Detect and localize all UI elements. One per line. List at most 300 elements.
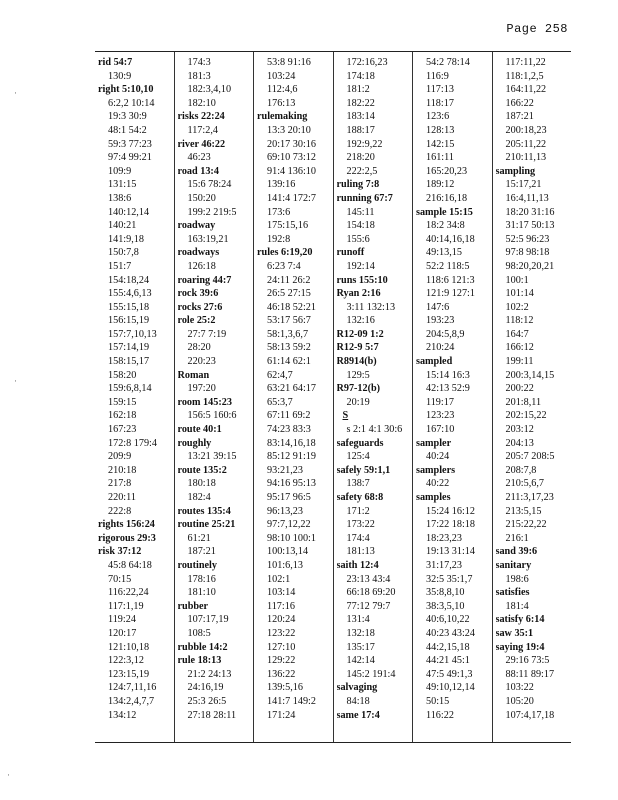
page-reference: 97:4 99:21 [108, 152, 152, 164]
page-reference: 23:13 43:4 [346, 573, 391, 585]
page-reference: 150:20 [187, 192, 216, 204]
page-reference: 101:6,13 [267, 559, 303, 571]
page-reference: 103:22 [505, 682, 534, 694]
index-term: R12-9 5:7 [336, 342, 379, 354]
page-reference: 164:11,22 [505, 84, 547, 96]
page-reference: 21:2 24:13 [187, 668, 232, 680]
page-reference: 122:3,12 [108, 655, 144, 667]
index-term: risk 37:12 [98, 546, 142, 558]
page-reference: 77:12 79:7 [346, 600, 391, 612]
page-reference: 18:23,23 [426, 532, 462, 544]
page-reference: 141:4 172:7 [267, 192, 316, 204]
index-term: samples [416, 492, 451, 503]
page-reference: 154:18 [346, 220, 375, 232]
index-term: routine 25:21 [177, 519, 236, 531]
page-reference: 159:15 [108, 396, 137, 408]
page-reference: 156:15,19 [108, 315, 150, 327]
page-reference: 62:4,7 [267, 369, 293, 381]
page-reference: 187:21 [187, 546, 216, 558]
page-reference: 192:9,22 [346, 138, 383, 150]
index-term: route 135:2 [177, 464, 227, 476]
page-reference: 52:2 118:5 [426, 260, 470, 272]
page-reference: 142:14 [346, 655, 375, 667]
page-reference: 156:5 160:6 [187, 410, 237, 422]
index-term: risks 22:24 [177, 111, 225, 123]
index-term: sampler [416, 437, 452, 449]
page-reference: 40:14,16,18 [426, 233, 475, 245]
page-reference: 202:15,22 [505, 410, 547, 422]
page-reference: 181:4 [505, 600, 529, 612]
page-reference: 15:6 78:24 [187, 179, 232, 191]
page-reference: 31:17,23 [426, 559, 462, 571]
page-reference: 209:9 [108, 451, 132, 463]
page-reference: 128:13 [426, 124, 455, 136]
letter-heading: S [342, 410, 349, 422]
page-reference: 127:10 [267, 641, 296, 653]
page-reference: 159:6,8,14 [108, 383, 152, 395]
page-number: Page 258 [506, 22, 568, 36]
page-reference: 117:16 [267, 600, 295, 612]
page-reference: 91:4 136:10 [267, 165, 316, 177]
index-term: R8914(b) [336, 356, 377, 368]
index-term: roadway [177, 220, 216, 232]
page-reference: 199:2 219:5 [187, 206, 237, 218]
index-term: safeguards [336, 437, 384, 449]
page-reference: 17:22 18:18 [426, 519, 475, 531]
page-reference: 167:10 [426, 424, 455, 436]
page-reference: 178:16 [187, 573, 216, 585]
page-reference: 220:23 [187, 356, 216, 368]
page-reference: 213:5,15 [505, 505, 542, 517]
page-reference: 200:3,14,15 [505, 369, 555, 381]
index-term: running 67:7 [336, 192, 393, 204]
index-term: river 46:22 [177, 138, 226, 150]
page-reference: 27:18 28:11 [187, 709, 237, 721]
page-reference: 132:16 [346, 315, 375, 327]
page-reference: 155:15,18 [108, 301, 150, 313]
page-reference: 166:12 [505, 342, 534, 354]
page-reference: 3:11 132:13 [346, 301, 396, 313]
page-reference: 85:12 91:19 [267, 451, 316, 463]
page-reference: 181:3 [187, 70, 211, 82]
page-reference: 155:6 [346, 233, 370, 245]
page-reference: 101:14 [505, 288, 534, 300]
page-reference: 145:11 [346, 206, 375, 218]
page-reference: 20:17 30:16 [267, 138, 316, 150]
page-reference: 42:13 52:9 [426, 383, 470, 395]
index-term: sampled [416, 356, 453, 368]
page-reference: 192:8 [267, 233, 291, 245]
index-term: right 5:10,10 [98, 84, 154, 96]
page-reference: 63:21 64:17 [267, 383, 316, 395]
page-reference: 31:17 50:13 [505, 220, 555, 232]
page-reference: 116:9 [426, 70, 449, 82]
page-reference: 18:20 31:16 [505, 206, 555, 218]
index-term: sanitary [495, 559, 532, 571]
page-reference: 181:10 [187, 587, 216, 599]
page-reference: 98:20,20,21 [505, 260, 555, 272]
page-reference: 222:8 [108, 505, 132, 517]
page-reference: 103:14 [267, 587, 296, 599]
page-reference: 155:4,6,13 [108, 288, 152, 300]
index-term: rocks 27:6 [177, 301, 223, 313]
page-reference: 220:11 [108, 492, 136, 503]
page-reference: 117:1,19 [108, 600, 144, 612]
page-reference: 123:15,19 [108, 668, 150, 680]
index-term: roadways [177, 247, 220, 259]
page-reference: 174:3 [187, 57, 211, 68]
page-reference: 205:7 208:5 [505, 451, 555, 463]
page-reference: 15:14 16:3 [426, 369, 470, 381]
page-reference: 69:10 73:12 [267, 152, 316, 164]
index-column [95, 52, 175, 742]
page-reference: 217:8 [108, 478, 132, 490]
page-reference: 199:11 [505, 356, 534, 368]
page-reference: 174:4 [346, 532, 370, 544]
page-reference: 121:10,18 [108, 641, 150, 653]
page-reference: 102:1 [267, 573, 291, 585]
page-reference: 211:3,17,23 [505, 492, 554, 503]
page-reference: 26:5 27:15 [267, 288, 311, 300]
page-reference: 52:5 96:23 [505, 233, 550, 245]
index-term: sample 15:15 [416, 206, 473, 218]
page-reference: 83:14,16,18 [267, 437, 316, 449]
page-reference: 25:3 26:5 [187, 695, 227, 707]
page-reference: 98:10 100:1 [267, 532, 316, 544]
page-reference: 118:12 [505, 315, 534, 327]
page-reference: 45:8 64:18 [108, 559, 152, 571]
page-reference: 28:20 [187, 342, 211, 354]
page-reference: 183:14 [346, 111, 375, 123]
page-reference: 118:6 121:3 [426, 274, 475, 286]
page-reference: 40:24 [426, 451, 450, 463]
page-reference: 204:5,8,9 [426, 328, 465, 340]
page-reference: 58:13 59:2 [267, 342, 311, 354]
page-reference: 119:24 [108, 614, 136, 626]
margin-mark: · [14, 376, 17, 386]
page-reference: 141:7 149:2 [267, 695, 316, 707]
page-reference: 172:16,23 [346, 57, 388, 68]
page-reference: 112:4,6 [267, 84, 298, 96]
page-reference: 6:2,2 10:14 [108, 97, 155, 109]
page-reference: 201:8,11 [505, 396, 542, 408]
page-reference: 129:5 [346, 369, 370, 381]
page-reference: 24:16,19 [187, 682, 224, 694]
index-term: rule 18:13 [177, 655, 222, 667]
page-reference: 140:12,14 [108, 206, 150, 218]
margin-mark: · [14, 88, 17, 98]
index-term: Ryan 2:16 [336, 288, 381, 300]
page-reference: 120:17 [108, 627, 137, 639]
index-term: R97-12(b) [336, 383, 381, 395]
index-term: sand 39:6 [495, 546, 538, 558]
index-term: ruling 7:8 [336, 179, 380, 191]
page-reference: 216:16,18 [426, 192, 468, 204]
page-reference: 193:23 [426, 315, 455, 327]
page-reference: 107:17,19 [187, 614, 229, 626]
page-reference: 135:17 [346, 641, 375, 653]
index-term: rubble 14:2 [177, 641, 228, 653]
page-reference: 173:22 [346, 519, 375, 531]
page-reference: 132:18 [346, 627, 375, 639]
page-reference: 53:17 56:7 [267, 315, 311, 327]
page-reference: 210:5,6,7 [505, 478, 544, 490]
index-term: saith 12:4 [336, 559, 379, 571]
page-reference: 58:1,3,6,7 [267, 328, 309, 340]
page-reference: 200:18,23 [505, 124, 547, 136]
page-reference: 50:15 [426, 695, 450, 707]
index-term: rigorous 29:3 [98, 532, 156, 544]
page-reference: 134:12 [108, 709, 137, 721]
page-reference: 18:2 34:8 [426, 220, 465, 232]
page-reference: 46:18 52:21 [267, 301, 316, 313]
page-reference: 147:6 [426, 301, 450, 313]
page-reference: 126:18 [187, 260, 216, 272]
word-index-table [95, 51, 571, 743]
margin-mark: · [7, 770, 10, 780]
page-reference: 15:24 16:12 [426, 505, 475, 517]
page-reference: 109:9 [108, 165, 132, 177]
page-reference: 154:18,24 [108, 274, 150, 286]
page-reference: 180:18 [187, 478, 216, 490]
page-reference: 140:21 [108, 220, 137, 232]
page-reference: 176:13 [267, 97, 296, 109]
page-reference: 118:1,2,5 [505, 70, 544, 82]
page-reference: 161:11 [426, 152, 454, 164]
page-reference: 38:3,5,10 [426, 600, 465, 612]
page-reference: 138:6 [108, 192, 132, 204]
page-reference: 142:15 [426, 138, 455, 150]
page-reference: 66:18 69:20 [346, 587, 396, 599]
page-reference: 49:13,15 [426, 247, 462, 259]
page-reference: 200:22 [505, 383, 534, 395]
page-reference: 49:10,12,14 [426, 682, 475, 694]
page-reference: 205:11,22 [505, 138, 547, 150]
page-reference: 203:12 [505, 424, 534, 436]
page-reference: 145:2 191:4 [346, 668, 396, 680]
page-reference: 218:20 [346, 152, 375, 164]
page-reference: 116:22 [426, 709, 454, 721]
page-reference: 181:13 [346, 546, 375, 558]
page-reference: 93:21,23 [267, 464, 303, 476]
page-reference: 20:19 [346, 396, 370, 408]
page-reference: 136:22 [267, 668, 296, 680]
index-column [413, 52, 493, 742]
page-reference: 95:17 96:5 [267, 492, 311, 503]
page-reference: 35:8,8,10 [426, 587, 465, 599]
page-reference: 96:13,23 [267, 505, 303, 517]
page-reference: 19:13 31:14 [426, 546, 475, 558]
page-reference: 48:1 54:2 [108, 124, 147, 136]
index-term: rubber [177, 600, 209, 612]
page-reference: 165:20,23 [426, 165, 468, 177]
page-reference: 129:22 [267, 655, 296, 667]
page-reference: 222:2,5 [346, 165, 378, 177]
page-reference: 29:16 73:5 [505, 655, 550, 667]
page-reference: 210:11,13 [505, 152, 547, 164]
index-term: routinely [177, 559, 217, 571]
page-reference: 157:14,19 [108, 342, 150, 354]
page-reference: 40:22 [426, 478, 450, 490]
page-reference: 171:24 [267, 709, 296, 721]
page-reference: 61:14 62:1 [267, 356, 311, 368]
page-reference: 117:11,22 [505, 57, 546, 68]
page-reference: 171:2 [346, 505, 370, 517]
index-term: rock 39:6 [177, 288, 219, 300]
page-reference: 181:2 [346, 84, 370, 96]
page-reference: s 2:1 4:1 30:6 [346, 424, 403, 436]
index-term: rules 6:19,20 [257, 247, 313, 259]
index-term: Roman [177, 369, 210, 381]
page-reference: 139:16 [267, 179, 296, 191]
page-reference: 157:7,10,13 [108, 328, 157, 340]
index-term: runoff [336, 247, 365, 259]
index-column [175, 52, 255, 742]
page-reference: 74:23 83:3 [267, 424, 311, 436]
page-reference: 210:24 [426, 342, 455, 354]
page-reference: 124:7,11,16 [108, 682, 157, 694]
page-reference: 208:7,8 [505, 464, 537, 476]
page-reference: 125:4 [346, 451, 370, 463]
page-reference: 24:11 26:2 [267, 274, 311, 286]
index-term: saying 19:4 [495, 641, 545, 653]
index-term: routes 135:4 [177, 505, 231, 517]
page-reference: 70:15 [108, 573, 132, 585]
page-reference: 119:17 [426, 396, 454, 408]
index-term: saw 35:1 [495, 627, 534, 639]
index-term: roaring 44:7 [177, 274, 232, 286]
page-reference: 123:22 [267, 627, 296, 639]
page-reference: 204:13 [505, 437, 534, 449]
page-reference: 182:10 [187, 97, 216, 109]
index-term: route 40:1 [177, 424, 222, 436]
index-term: role 25:2 [177, 315, 216, 327]
page-reference: 131:15 [108, 179, 137, 191]
page-reference: 134:2,4,7,7 [108, 695, 155, 707]
page-reference: 187:21 [505, 111, 534, 123]
page-reference: 19:3 30:9 [108, 111, 147, 123]
page-reference: 118:17 [426, 97, 454, 109]
page-reference: 32:5 35:1,7 [426, 573, 473, 585]
index-term: rid 54:7 [98, 57, 133, 68]
page-reference: 100:13,14 [267, 546, 309, 558]
page-reference: 139:5,16 [267, 682, 303, 694]
page-reference: 97:8 98:18 [505, 247, 550, 259]
page-reference: 40:23 43:24 [426, 627, 475, 639]
page-reference: 167:23 [108, 424, 137, 436]
page-reference: 105:20 [505, 695, 534, 707]
page-reference: 138:7 [346, 478, 370, 490]
page-reference: 150:7,8 [108, 247, 139, 259]
page-reference: 13:21 39:15 [187, 451, 237, 463]
index-term: rights 156:24 [98, 519, 155, 531]
page-reference: 6:23 7:4 [267, 260, 301, 272]
page-reference: 27:7 7:19 [187, 328, 227, 340]
index-term: satisfies [495, 587, 530, 599]
page-reference: 44:2,15,18 [426, 641, 470, 653]
page-reference: 216:1 [505, 532, 529, 544]
page-reference: 130:9 [108, 70, 132, 82]
index-term: safely 59:1,1 [336, 464, 391, 476]
index-term: salvaging [336, 682, 378, 694]
page-reference: 120:24 [267, 614, 296, 626]
page-reference: 182:3,4,10 [187, 84, 232, 96]
page-reference: 175:15,16 [267, 220, 309, 232]
index-term: safety 68:8 [336, 492, 384, 503]
index-term: runs 155:10 [336, 274, 388, 286]
page-reference: 189:12 [426, 179, 455, 191]
index-term: samplers [416, 464, 456, 476]
page-reference: 44:21 45:1 [426, 655, 470, 667]
page-reference: 121:9 127:1 [426, 288, 475, 300]
index-term: rulemaking [257, 111, 308, 123]
page-reference: 192:14 [346, 260, 375, 272]
page-reference: 13:3 20:10 [267, 124, 311, 136]
page-reference: 97:7,12,22 [267, 519, 311, 531]
page-reference: 84:18 [346, 695, 370, 707]
page-reference: 61:21 [187, 532, 211, 544]
index-column [254, 52, 334, 742]
page-reference: 131:4 [346, 614, 370, 626]
page-reference: 59:3 77:23 [108, 138, 152, 150]
page-reference: 215:22,22 [505, 519, 547, 531]
page-reference: 210:18 [108, 464, 137, 476]
page-reference: 188:17 [346, 124, 375, 136]
index-term: satisfy 6:14 [495, 614, 545, 626]
page-reference: 67:11 69:2 [267, 410, 311, 422]
page-reference: 151:7 [108, 260, 132, 272]
page-reference: 198:6 [505, 573, 529, 585]
index-term: same 17:4 [336, 709, 380, 721]
page-reference: 158:15,17 [108, 356, 150, 368]
page-reference: 16:4,11,13 [505, 192, 549, 204]
page-reference: 108:5 [187, 627, 211, 639]
page-reference: 123:6 [426, 111, 450, 123]
index-term: roughly [177, 437, 212, 449]
page-reference: 117:13 [426, 84, 454, 96]
page-reference: 117:2,4 [187, 124, 218, 136]
page-reference: 164:7 [505, 328, 529, 340]
page-reference: 46:23 [187, 152, 211, 164]
page-reference: 166:22 [505, 97, 534, 109]
index-term: room 145:23 [177, 396, 232, 408]
page-reference: 197:20 [187, 383, 216, 395]
index-column [493, 52, 572, 742]
page-reference: 116:22,24 [108, 587, 149, 599]
index-term: road 13:4 [177, 165, 219, 177]
page-reference: 54:2 78:14 [426, 57, 470, 68]
page-reference: 15:17,21 [505, 179, 542, 191]
page-reference: 158:20 [108, 369, 137, 381]
index-column [334, 52, 414, 742]
page-reference: 40:6,10,22 [426, 614, 470, 626]
page-reference: 182:22 [346, 97, 375, 109]
page-reference: 47:5 49:1,3 [426, 668, 473, 680]
page-reference: 173:6 [267, 206, 291, 218]
page-reference: 172:8 179:4 [108, 437, 157, 449]
index-term: sampling [495, 165, 536, 177]
page-reference: 102:2 [505, 301, 529, 313]
page-reference: 65:3,7 [267, 396, 293, 408]
page-reference: 103:24 [267, 70, 296, 82]
page-reference: 107:4,17,18 [505, 709, 555, 721]
page-reference: 162:18 [108, 410, 137, 422]
page-reference: 174:18 [346, 70, 375, 82]
page-reference: 94:16 95:13 [267, 478, 316, 490]
page-reference: 141:9,18 [108, 233, 144, 245]
page-reference: 53:8 91:16 [267, 57, 311, 68]
page-reference: 100:1 [505, 274, 529, 286]
